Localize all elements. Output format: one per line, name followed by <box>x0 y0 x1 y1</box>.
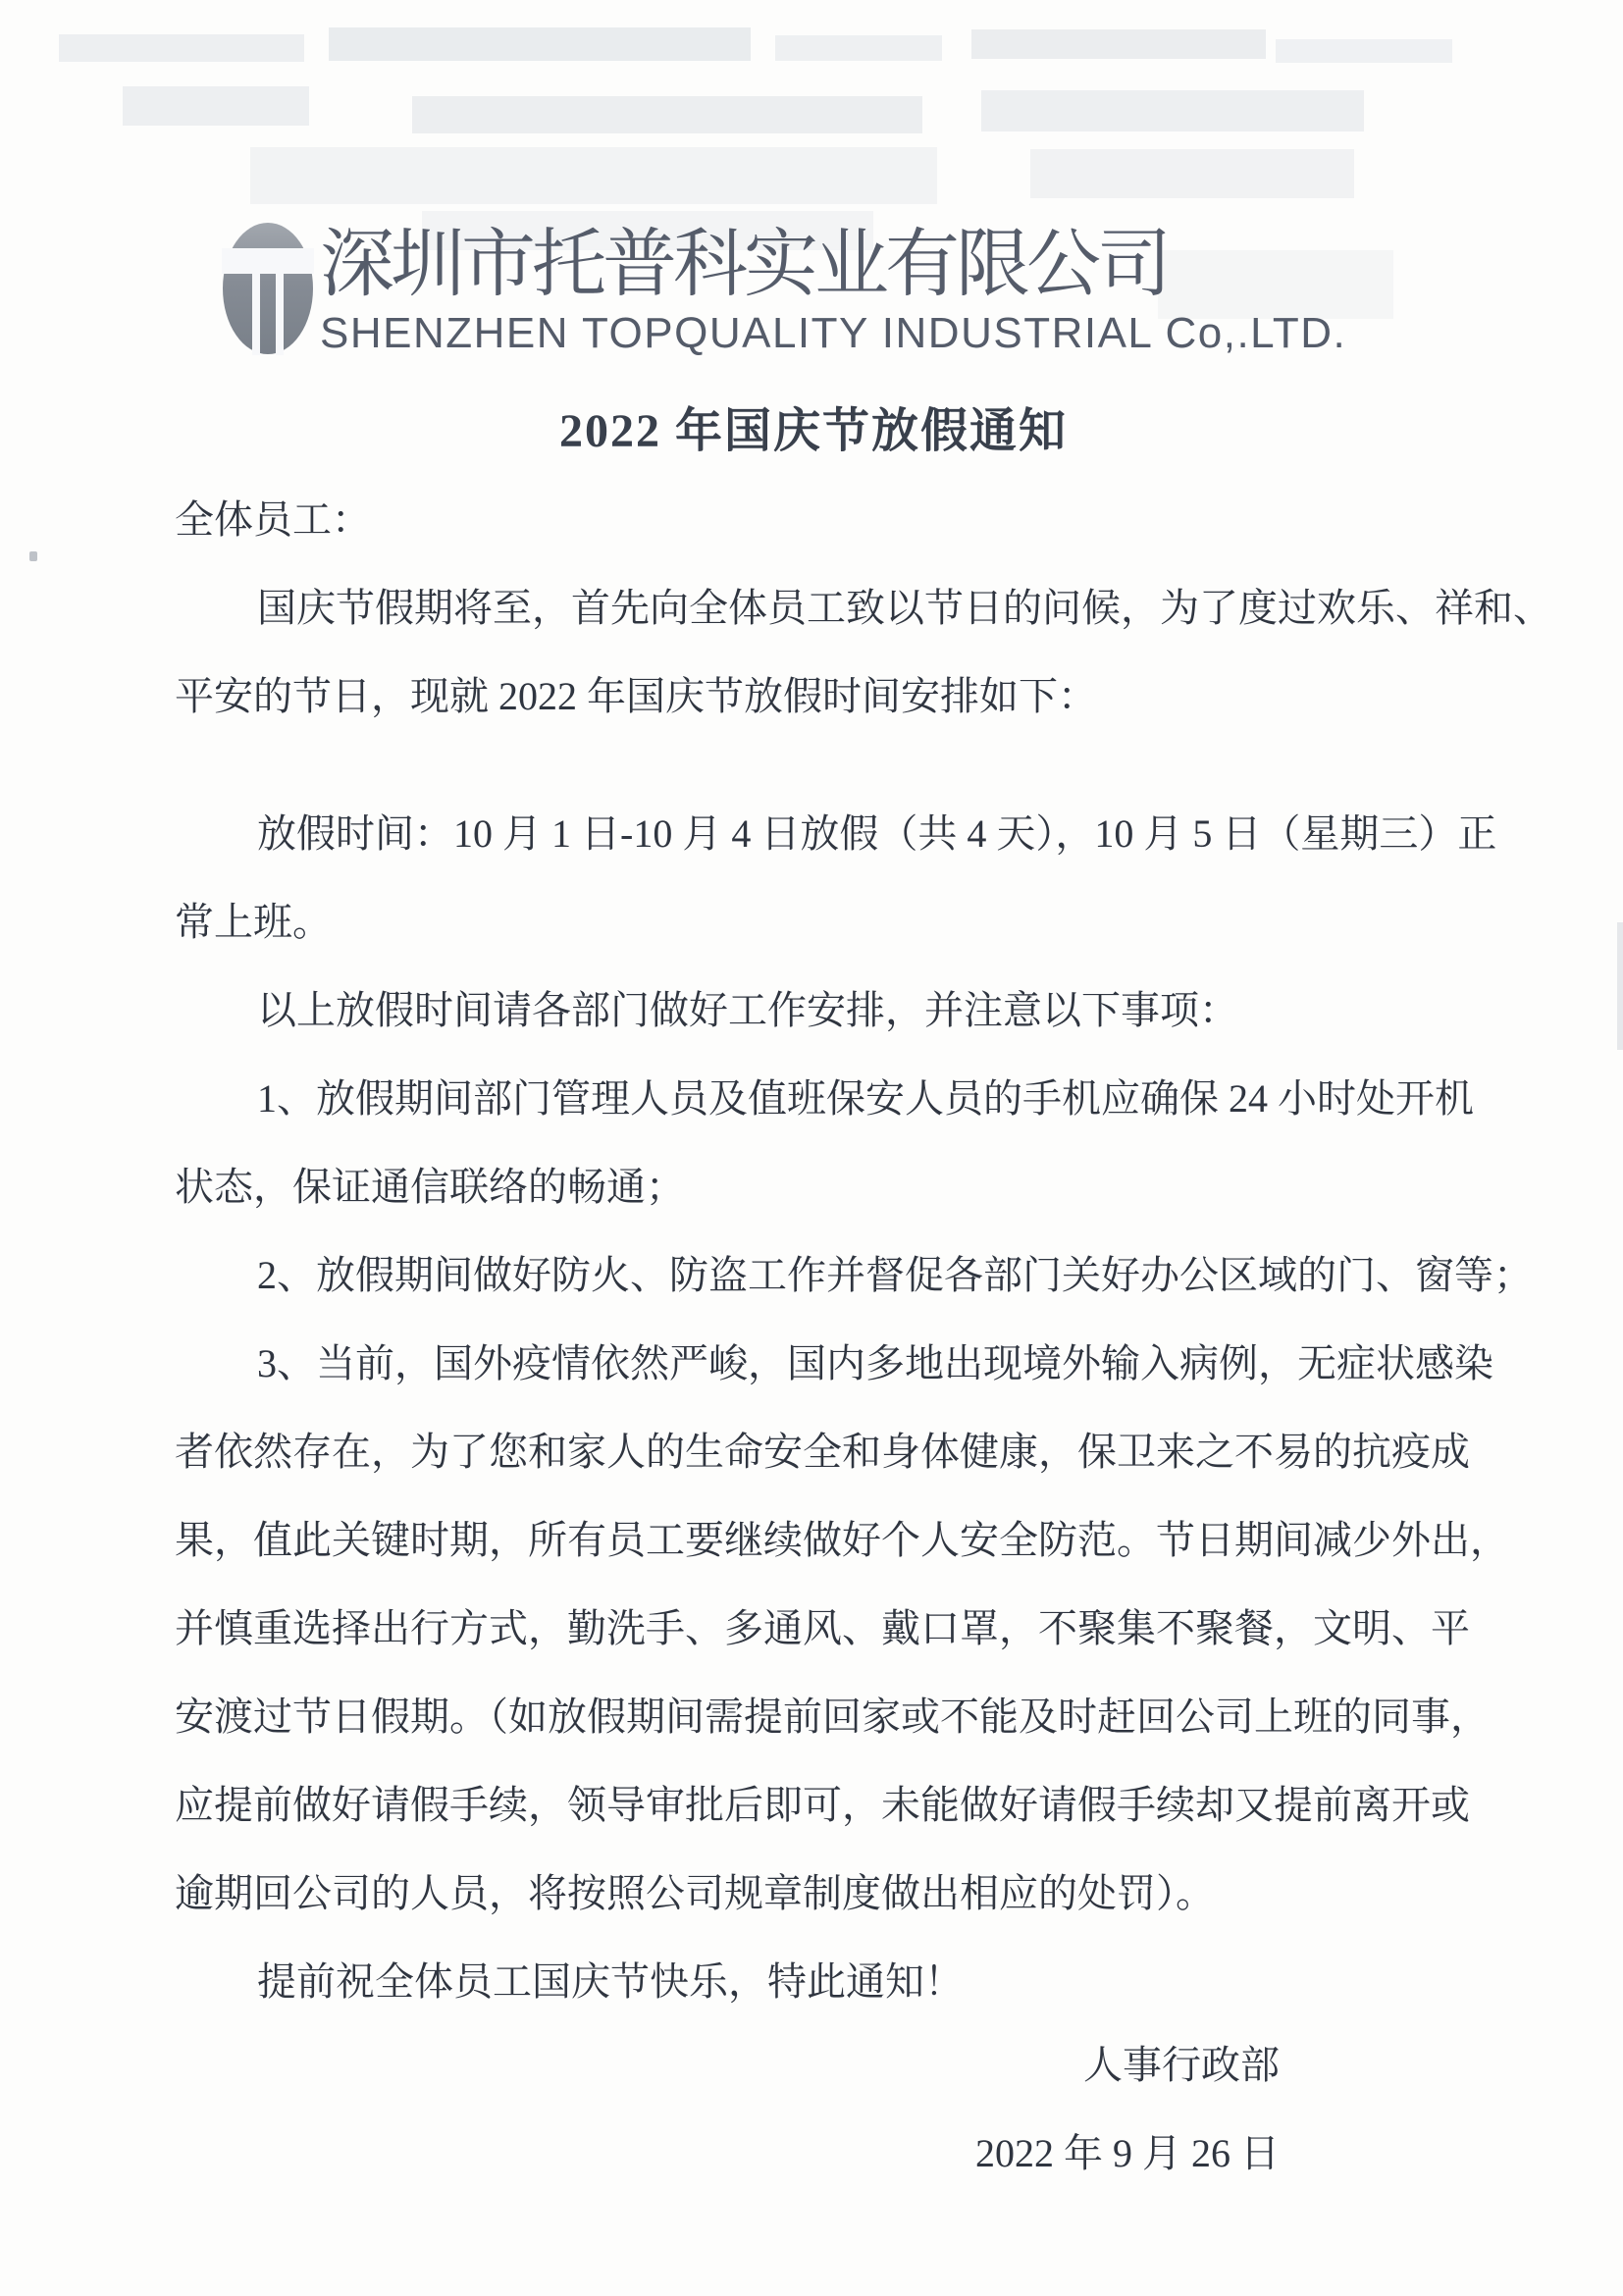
scan-artifact <box>1617 922 1623 1050</box>
body-line: 果，值此关键时期，所有员工要继续做好个人安全防范。节日期间减少外出， <box>175 1518 1509 1562</box>
body-line: 状态，保证通信联络的畅通； <box>175 1165 685 1209</box>
body-line: 常上班。 <box>175 900 332 944</box>
scan-artifact <box>59 34 304 62</box>
scan-artifact <box>1030 149 1354 198</box>
scan-artifact <box>775 35 942 61</box>
company-name-zh: 深圳市托普科实业有限公司 <box>320 224 1168 306</box>
body-line: 1、放假期间部门管理人员及值班保安人员的手机应确保 24 小时处开机 <box>257 1076 1474 1121</box>
body-line: 提前祝全体员工国庆节快乐，特此通知！ <box>257 1959 964 2004</box>
scan-artifact <box>981 90 1364 131</box>
scan-speck <box>29 551 37 561</box>
body-line: 者依然存在，为了您和家人的生命安全和身体健康，保卫来之不易的抗疫成 <box>175 1430 1470 1474</box>
scan-artifact <box>971 29 1266 59</box>
company-logo-icon <box>222 222 314 355</box>
body-line: 平安的节日，现就 2022 年国庆节放假时间安排如下： <box>175 674 1097 718</box>
scan-artifact <box>329 27 751 61</box>
company-name-en: SHENZHEN TOPQUALITY INDUSTRIAL Co,.LTD. <box>320 309 1347 357</box>
body-line: 全体员工： <box>175 497 371 542</box>
body-line: 放假时间：10 月 1 日-10 月 4 日放假（共 4 天），10 月 5 日（星期三）正 <box>257 811 1497 856</box>
signature-date: 2022 年 9 月 26 日 <box>975 2131 1280 2175</box>
body-line: 应提前做好请假手续，领导审批后即可，未能做好请假手续却又提前离开或 <box>175 1783 1470 1827</box>
body-line: 国庆节假期将至，首先向全体员工致以节日的问候，为了度过欢乐、祥和、 <box>257 586 1552 630</box>
body-line: 安渡过节日假期。（如放假期间需提前回家或不能及时赶回公司上班的同事， <box>175 1695 1490 1739</box>
scan-artifact <box>250 147 937 204</box>
body-line: 逾期回公司的人员，将按照公司规章制度做出相应的处罚）。 <box>175 1871 1215 1915</box>
notice-body <box>175 476 1552 2026</box>
scan-artifact <box>123 86 309 126</box>
scan-artifact <box>1276 39 1452 63</box>
body-line: 以上放假时间请各部门做好工作安排，并注意以下事项： <box>257 988 1238 1032</box>
notice-title: 2022 年国庆节放假通知 <box>558 405 1068 457</box>
body-line: 2、放假期间做好防火、防盗工作并督促各部门关好办公区域的门、窗等； <box>257 1253 1533 1297</box>
body-line: 3、当前，国外疫情依然严峻，国内多地出现境外输入病例，无症状感染 <box>257 1341 1493 1385</box>
scan-artifact <box>412 96 922 133</box>
letterhead <box>222 222 1346 357</box>
signature-department: 人事行政部 <box>1083 2043 1280 2087</box>
body-line: 并慎重选择出行方式，勤洗手、多通风、戴口罩，不聚集不聚餐，文明、平 <box>175 1606 1470 1650</box>
company-names <box>320 222 1346 357</box>
